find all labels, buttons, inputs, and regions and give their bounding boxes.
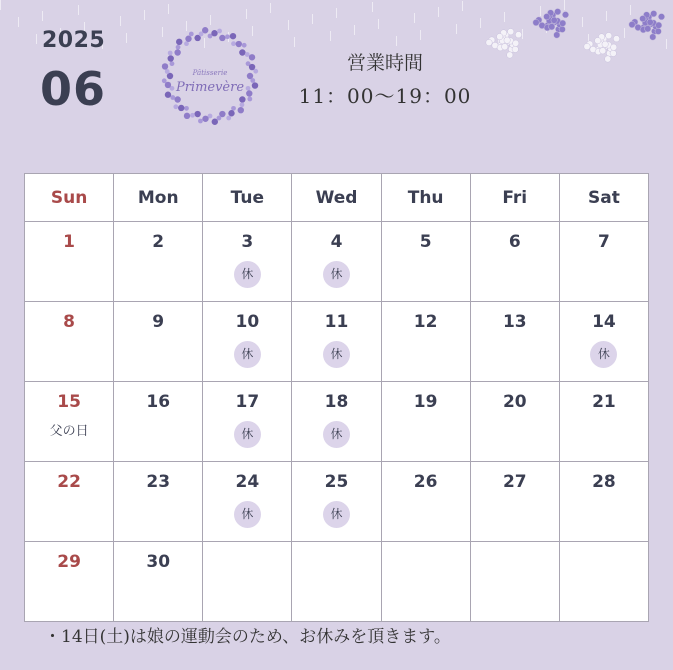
calendar-table	[24, 173, 649, 622]
business-hours-value: 11：00〜19：00	[298, 84, 472, 108]
closed-badge: 休	[234, 421, 261, 448]
weekday-header-row	[25, 174, 649, 222]
closed-badge: 休	[234, 261, 261, 288]
day-number: 21	[592, 392, 616, 412]
day-number: 22	[57, 472, 81, 492]
calendar-day-cell	[470, 462, 559, 542]
calendar-day-cell	[470, 302, 559, 382]
year-label: 2025	[42, 28, 106, 53]
day-number: 1	[63, 232, 75, 252]
calendar-day-cell	[381, 462, 470, 542]
calendar-day-cell	[25, 462, 114, 542]
calendar-week-row	[25, 222, 649, 302]
calendar-week-row	[25, 382, 649, 462]
calendar-day-cell	[470, 222, 559, 302]
calendar-day-cell	[470, 382, 559, 462]
day-number: 23	[146, 472, 171, 492]
weekday-fri: Fri	[470, 174, 559, 222]
calendar-day-cell	[292, 462, 381, 542]
day-number: 14	[592, 312, 616, 332]
calendar-day-cell	[114, 542, 203, 622]
calendar-day-cell	[292, 302, 381, 382]
calendar-day-cell	[559, 542, 648, 622]
weekday-wed: Wed	[292, 174, 381, 222]
calendar-day-cell	[203, 382, 292, 462]
day-number: 26	[413, 472, 438, 492]
calendar-day-cell	[25, 222, 114, 302]
calendar-day-cell	[203, 542, 292, 622]
business-hours-label: 営業時間	[346, 52, 423, 74]
day-number: 8	[63, 312, 75, 332]
day-number: 15	[57, 392, 81, 412]
calendar-day-cell	[559, 222, 648, 302]
day-number: 10	[235, 312, 260, 332]
closure-notice: ・14日(土)は娘の運動会のため、お休みを頂きます。	[44, 627, 451, 647]
day-number: 25	[324, 472, 349, 492]
calendar-day-cell	[203, 462, 292, 542]
closed-badge: 休	[234, 341, 261, 368]
day-number: 7	[598, 232, 610, 252]
logo-subtitle: Pâtisserie	[192, 69, 228, 77]
calendar-day-cell	[381, 382, 470, 462]
holiday-note: 父の日	[49, 424, 89, 439]
day-number: 17	[235, 392, 260, 412]
day-number: 5	[419, 232, 432, 252]
calendar-day-cell	[292, 542, 381, 622]
day-number: 9	[152, 312, 165, 332]
weekday-thu: Thu	[381, 174, 470, 222]
day-number: 20	[502, 392, 527, 412]
calendar-day-cell	[25, 542, 114, 622]
hydrangea-icon	[480, 0, 673, 80]
day-number: 11	[324, 312, 349, 332]
calendar-day-cell	[559, 382, 648, 462]
day-number: 4	[330, 232, 343, 252]
day-number: 18	[324, 392, 349, 412]
day-number: 29	[57, 552, 81, 572]
calendar-week-row	[25, 542, 649, 622]
calendar-day-cell	[203, 302, 292, 382]
calendar-day-cell	[292, 222, 381, 302]
month-label: 06	[40, 62, 107, 116]
closed-badge: 休	[323, 421, 350, 448]
day-number: 3	[241, 232, 254, 252]
calendar-day-cell	[25, 302, 114, 382]
day-number: 30	[146, 552, 171, 572]
calendar-day-cell	[114, 302, 203, 382]
calendar-day-cell	[381, 542, 470, 622]
weekday-sun: Sun	[25, 174, 114, 222]
day-number: 19	[413, 392, 438, 412]
day-number: 6	[508, 232, 521, 252]
weekday-tue: Tue	[203, 174, 292, 222]
shop-logo	[158, 24, 262, 128]
calendar-day-cell	[559, 462, 648, 542]
day-number: 28	[592, 472, 616, 492]
calendar-day-cell	[114, 382, 203, 462]
closed-badge: 休	[590, 341, 617, 368]
day-number: 12	[413, 312, 438, 332]
calendar-day-cell	[292, 382, 381, 462]
calendar-day-cell	[381, 302, 470, 382]
logo-title: Primevère	[175, 80, 245, 95]
calendar-day-cell	[381, 222, 470, 302]
closed-badge: 休	[323, 341, 350, 368]
calendar-day-cell	[470, 542, 559, 622]
weekday-sat: Sat	[559, 174, 648, 222]
calendar-day-cell	[114, 222, 203, 302]
calendar-day-cell	[559, 302, 648, 382]
calendar-day-cell	[114, 462, 203, 542]
calendar-week-row	[25, 302, 649, 382]
closed-badge: 休	[234, 501, 261, 528]
weekday-mon: Mon	[114, 174, 203, 222]
day-number: 16	[146, 392, 171, 412]
calendar-day-cell	[203, 222, 292, 302]
day-number: 27	[502, 472, 527, 492]
closed-badge: 休	[323, 261, 350, 288]
closed-badge: 休	[323, 501, 350, 528]
calendar-day-cell	[25, 382, 114, 462]
calendar-week-row	[25, 462, 649, 542]
day-number: 2	[152, 232, 165, 252]
day-number: 13	[502, 312, 527, 332]
day-number: 24	[235, 472, 260, 492]
